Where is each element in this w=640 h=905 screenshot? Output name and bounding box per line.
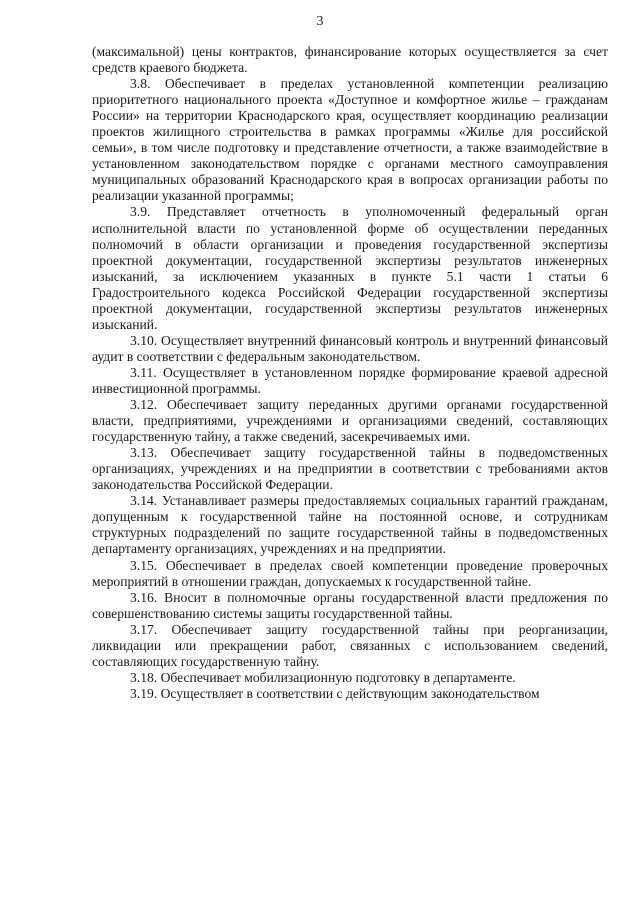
paragraph-3-18: 3.18. Обеспечивает мобилизационную подготовку в департаменте. bbox=[130, 669, 516, 685]
paragraph-3-13: 3.13. Обеспечивает защиту государственной тайны в подведомственных организациях, учреждениях и на предприятии в соответствии с требованиями актов законодательства Российской Федерации. bbox=[92, 445, 608, 493]
paragraph-3-14: 3.14. Устанавливает размеры предоставляемых социальных гарантий гражданам, допущенным к государственной тайне на постоянной основе, и сотрудникам структурных подразделений по защите государственной тайны в подведомственных департаменту организациях, учреждениях и на предприятии. bbox=[92, 493, 608, 557]
paragraph-3-9: 3.9. Представляет отчетность в уполномоченный федеральный орган исполнительной власти по установленной форме об осуществлении переданных полномочий в области организации и проведения государственной экспертизы проектной документации, государственной экспертизы результатов инженерных изысканий, за исключением указанных в пункте 5.1 части 1 статьи 6 Градостроительного кодекса Российской Федерации государственной экспертизы проектной документации, государственной экспертизы результатов инженерных изысканий. bbox=[92, 204, 608, 332]
paragraph-3-15: 3.15. Обеспечивает в пределах своей компетенции проведение проверочных мероприятий в отношении граждан, допускаемых к государственной тайне. bbox=[92, 557, 608, 589]
page-number: 3 bbox=[316, 14, 324, 29]
document-body bbox=[92, 44, 608, 702]
paragraph-3-8: 3.8. Обеспечивает в пределах установленной компетенции реализацию приоритетного национального проекта «Доступное и комфортное жилье – гражданам России» на территории Краснодарского края, осуществляет координацию реализации проектов жилищного строительства в рамках программы «Жилье для российской семьи», в том числе подготовку и представление отчетности, а также взаимодействие в установленном законодательством порядке с органами местного самоуправления муниципальных образований Краснодарского края в вопросах организации работы по реализации указанной программы; bbox=[92, 76, 608, 204]
paragraph-3-12: 3.12. Обеспечивает защиту переданных другими органами государственной власти, предприятиями, учреждениями и организациями сведений, составляющих государственную тайну, а также сведений, засекречиваемых ими. bbox=[92, 397, 608, 445]
paragraph-3-10: 3.10. Осуществляет внутренний финансовый контроль и внутренний финансовый аудит в соответствии с федеральным законодательством. bbox=[92, 332, 608, 364]
paragraph-3-16: 3.16. Вносит в полномочные органы государственной власти предложения по совершенствованию системы защиты государственной тайны. bbox=[92, 589, 608, 621]
paragraph-3-17: 3.17. Обеспечивает защиту государственной тайны при реорганизации, ликвидации или прекращении работ, связанных с использованием сведений, составляющих государственную тайну. bbox=[92, 621, 608, 669]
paragraph-3-19: 3.19. Осуществляет в соответствии с действующим законодательством bbox=[130, 685, 540, 701]
paragraph-continuation: (максимальной) цены контрактов, финансирование которых осуществляется за счет средств краевого бюджета. bbox=[92, 44, 608, 76]
paragraph-3-11: 3.11. Осуществляет в установленном порядке формирование краевой адресной инвестиционной программы. bbox=[92, 364, 608, 396]
